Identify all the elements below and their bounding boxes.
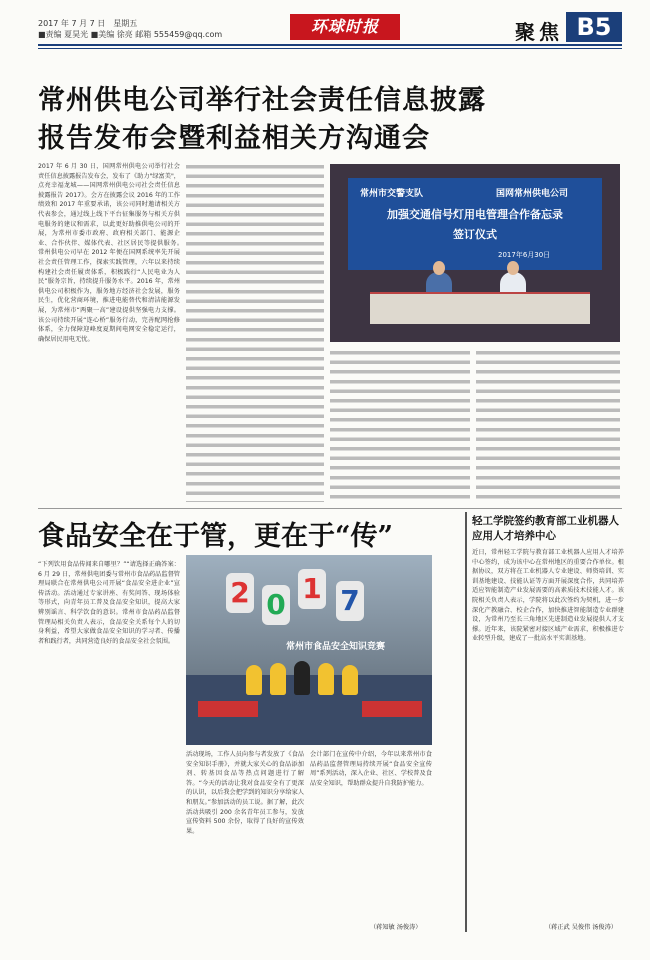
article2-credit: （蒋知敏 汤俊涛）	[370, 924, 422, 931]
article2-column-2: 活动现场，工作人员向参与者发放了《食品安全知识手册》，并就大家关心的食品添加剂、转基因食品等热点问题进行了解答。“今天的活动让我对食品安全有了更深的认识，以后我会把学到的知识分享给家人和朋友。”参加活动的员工说。据了解，此次活动共吸引 200 余名青年员工参与，发放宣传资料 500 余份，取得了良好的宣传效果。	[186, 751, 304, 835]
banner-org-right: 国网常州供电公司	[496, 189, 569, 199]
person-left-head	[433, 261, 445, 275]
header-rule	[38, 44, 622, 46]
sidebar-body: 近日，常州轻工学院与教育部工业机器人应用人才培养中心签约，成为该中心在常州地区的重要合作单位。根据协议，双方将在工业机器人专业建设、师资培训、实训基地建设、技能认证等方面开展深度合作，共同培养适应智能制造产业发展需要的高素质技术技能人才。该院相关负责人表示，学院将以此次签约为契机，进一步深化产教融合、校企合作，加快推进智能制造专业群建设，为常州乃至长三角地区先进制造业发展提供人才支撑。近年来，该院紧密对接区域产业需求，积极推进专业转型升级，建成了一批高水平实训基地。	[472, 549, 624, 643]
article1-column-1: 2017 年 6 月 30 日，国网常州供电公司举行社会责任信息披露报告发布会，发布了《助力"绿富美"，点亮幸福龙城——国网常州供电公司社会责任信息披露报告 2017》。会方在披露会议 2016 年的工作绩效和 2017 年重要承诺，该公司同时邀请相关方代表参会，通过线上线下平台征集服务与相关方供电服务的建议和需求，以此更好助推供电公司的开展，为常州市委市政府、政府相关部门、能源企业、合作伙伴、媒体代表、社区居民等提供服务。 常州供电公司早在 2012 年便在国网系统率先开展社会责任管理工作，探索实践管理，六年以来持续构建社会责任履责体系，积极践行“人民电业为人民”服务宗旨，持续提升服务水平。2016 年，常州供电公司积极作为，服务地方经济社会发展，服务民生，优化营商环境，推进电能替代和清洁能源发展，为常州市“两聚一高”建设提供坚强电力支撑。该公司持续开展“连心桥”服务行动，完善配网抢修体系，全力保障迎峰度夏期间电网安全稳定运行，确保居民用电无忧。	[38, 163, 187, 343]
article1-column-4	[476, 348, 620, 503]
masthead-info	[38, 18, 222, 40]
presenter	[294, 661, 310, 695]
event-banner: 常州市食品安全知识竞赛	[286, 642, 386, 652]
digit-block-2: 0	[262, 585, 290, 625]
article1-headline-line2: 报告发布会暨利益相关方沟通会	[38, 123, 430, 154]
team-sign-right	[362, 701, 422, 717]
banner-title-2: 签订仪式	[453, 228, 497, 241]
person-right-head	[507, 261, 519, 275]
contestant-2	[270, 663, 286, 695]
contestant-3	[318, 663, 334, 695]
section-divider	[38, 508, 622, 509]
article2-column-1: “下列饮用食品传闻来自哪里？”“请选择正确答案：6 月 29 日，常州供电团委与常州市食品药品监督管理局联合在常州供电公司开展“食品安全进企业”宣传活动。活动通过专家讲座、有奖问答、现场体验等形式，向青年员工普及食品安全知识，提高大家辨别谣言、科学饮食的意识。常州市食品药品监督管理局相关负责人表示，食品安全关系每个人的切身利益，希望大家做食品安全知识的学习者、传播者和践行者，共同营造良好的食品安全社会氛围。	[38, 561, 180, 645]
digit-block-1: 2	[226, 573, 254, 613]
article2-photo	[186, 555, 432, 745]
article1-column-2	[186, 162, 324, 502]
page-number: B5	[566, 12, 622, 42]
article2-column-3: 会计部门在宣传中介绍，今年以来常州市食品药品监督管理局持续开展“食品安全宣传周”系列活动，深入企业、社区、学校普及食品安全知识，帮助群众提升自我防护能力。	[310, 751, 432, 787]
digit-block-4: 7	[336, 581, 364, 621]
sidebar-rule	[465, 512, 467, 932]
article2-headline: 食品安全在于管，更在于“传”	[38, 521, 394, 552]
digit-block-3: 1	[298, 569, 326, 609]
article1-photo	[330, 164, 620, 342]
sidebar-credit: （蒋正武 吴俊伟 汤俊涛）	[545, 924, 617, 931]
team-sign-left	[198, 701, 258, 717]
banner-org-left: 常州市交警支队	[360, 189, 424, 199]
sidebar-headline: 轻工学院签约教育部工业机器人应用人才培养中心	[472, 515, 619, 542]
signing-banner	[348, 178, 602, 270]
contestant-1	[246, 665, 262, 695]
issue-date: 2017 年 7 月 7 日 星期五	[38, 19, 138, 28]
section-name: 聚焦	[515, 20, 563, 44]
article1-headline	[38, 82, 618, 158]
article1-column-3	[330, 348, 470, 503]
signing-table	[370, 292, 590, 324]
banner-date: 2017年6月30日	[498, 251, 551, 259]
contestant-4	[342, 665, 358, 695]
article1-headline-line1: 常州供电公司举行社会责任信息披露	[38, 85, 486, 116]
newspaper-logo: 环球时报	[290, 14, 400, 40]
header-rule-thin	[38, 48, 622, 49]
banner-title-1: 加强交通信号灯用电管理合作备忘录	[387, 208, 563, 221]
editors-line: ■责编 夏昊光 ■美编 徐亮 邮箱 555459@qq.com	[38, 30, 223, 39]
